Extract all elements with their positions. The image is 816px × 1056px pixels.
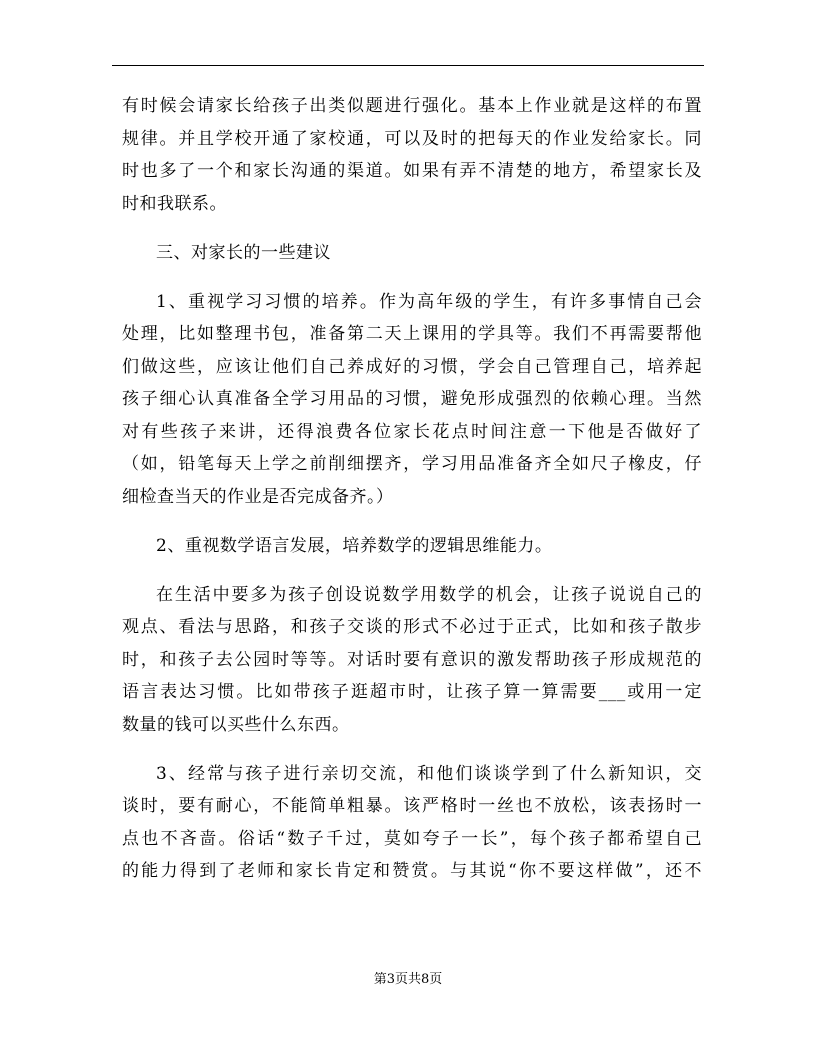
text-line: 们做这些，应该让他们自己养成好的习惯，学会自己管理自己，培养起 [122, 356, 702, 377]
text-line: （如，铅笔每天上学之前削细摆齐，学习用品准备齐全如尺子橡皮，仔 [122, 454, 702, 474]
text-line: 的能力得到了老师和家长肯定和赞赏。与其说“你不要这样做”，还不 [122, 861, 702, 881]
text-line: 细检查当天的作业是否完成备齐。） [122, 486, 394, 507]
text-line: 处理，比如整理书包，准备第二天上课用的学具等。我们不再需要帮他 [122, 324, 702, 344]
text-line: 3、经常与孩子进行亲切交流，和他们谈谈学到了什么新知识，交 [156, 763, 702, 784]
paragraph [122, 758, 702, 888]
text-line: 时，和孩子去公园时等等。对话时要有意识的激发帮助孩子形成规范的 [122, 649, 702, 670]
text-line: 孩子细心认真准备全学习用品的习惯，避免形成强烈的依赖心理。当然 [122, 389, 702, 409]
text-line: 对有些孩子来讲，还得浪费各位家长花点时间注意一下他是否做好了 [122, 421, 702, 442]
paragraph [122, 90, 702, 220]
text-line: 时和我联系。 [122, 193, 227, 214]
paragraph [122, 530, 702, 563]
text-line: 1、重视学习习惯的培养。作为高年级的学生，有许多事情自己会 [156, 291, 702, 312]
paragraph [122, 286, 702, 514]
text-line: 有时候会请家长给孩子出类似题进行强化。基本上作业就是这样的布置 [122, 96, 702, 116]
paragraph [122, 579, 702, 742]
text-line: 语言表达习惯。比如带孩子逛超市时，让孩子算一算需要___或用一定 [122, 682, 702, 702]
text-line: 2、重视数学语言发展，培养数学的逻辑思维能力。 [156, 535, 553, 556]
text-line: 点也不吝啬。俗话“数子千过，莫如夸子一长”，每个孩子都希望自己 [122, 828, 702, 849]
page-footer: 第3页共8页 [373, 972, 443, 987]
text-line: 时也多了一个和家长沟通的渠道。如果有弄不清楚的地方，希望家长及 [122, 161, 702, 181]
document-body [122, 90, 702, 904]
text-line: 谈时，要有耐心，不能简单粗暴。该严格时一丝也不放松，该表扬时一 [122, 796, 702, 816]
paragraph [122, 237, 702, 270]
text-line: 规律。并且学校开通了家校通，可以及时的把每天的作业发给家长。同 [122, 128, 702, 149]
text-line: 在生活中要多为孩子创设说数学用数学的机会，让孩子说说自己的 [156, 584, 702, 605]
text-line: 数量的钱可以买些什么东西。 [122, 714, 350, 735]
text-line: 观点、看法与思路，和孩子交谈的形式不必过于正式，比如和孩子散步 [122, 617, 702, 637]
header-rule [112, 65, 704, 66]
text-line: 三、对家长的一些建议 [156, 242, 331, 263]
